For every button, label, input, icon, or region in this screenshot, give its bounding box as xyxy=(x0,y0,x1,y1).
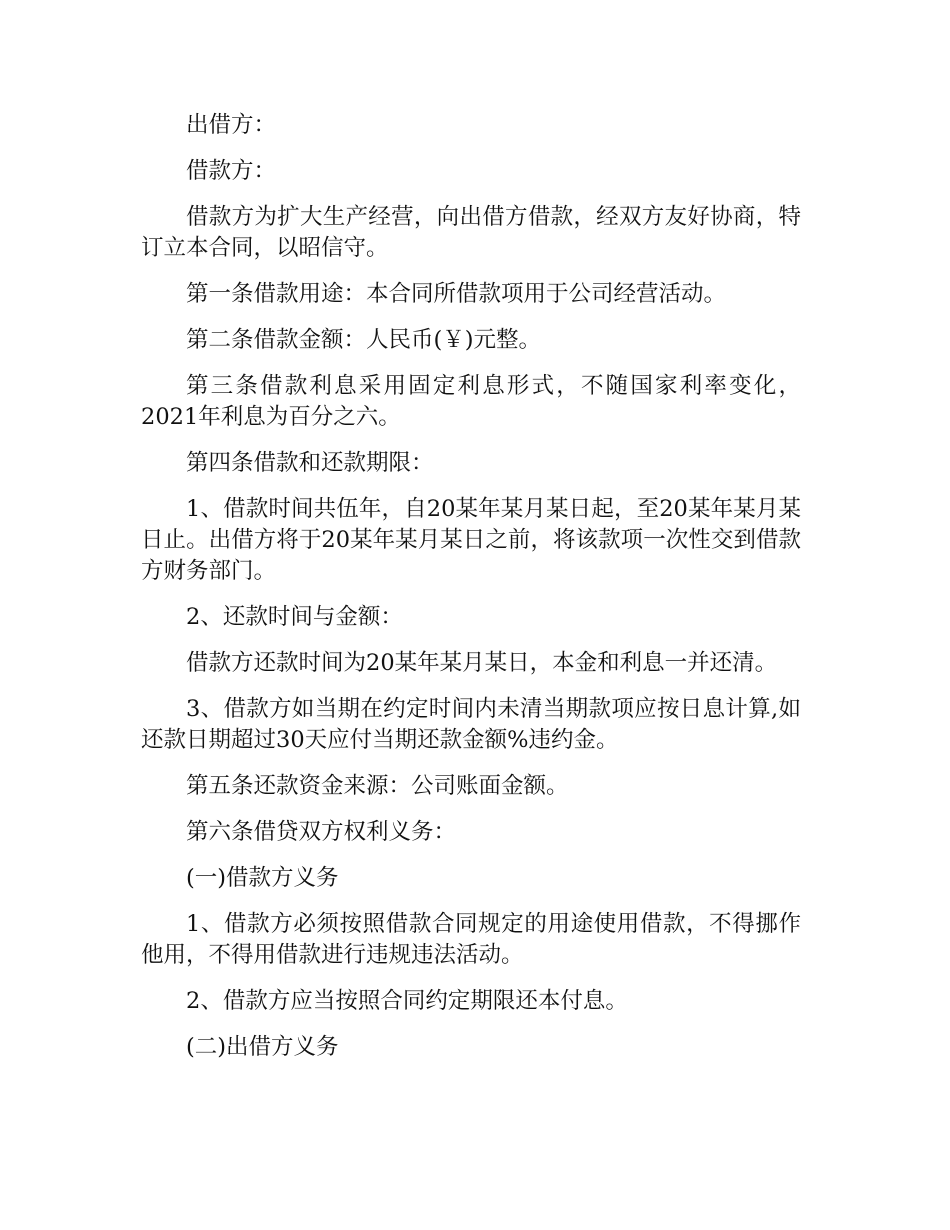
borrower-obligations-heading: (一)借款方义务 xyxy=(186,865,339,891)
article-1-purpose: 第一条借款用途：本合同所借款项用于公司经营活动。 xyxy=(186,281,727,307)
article-4-item-1: 1、借款时间共伍年，自20某年某月某日起，至20某年某月某日止。出借方将于20某年某月某日之前，将该款项一次性交到借款方财务部门。 xyxy=(141,496,801,584)
article-4-item-2: 2、还款时间与金额： xyxy=(186,604,403,630)
preamble-paragraph: 借款方为扩大生产经营，向出借方借款，经双方友好协商，特订立本合同，以昭信守。 xyxy=(141,204,801,261)
borrower-line: 借款方： xyxy=(186,158,277,184)
article-4-repayment-date: 借款方还款时间为20某年某月某日，本金和利息一并还清。 xyxy=(186,650,778,676)
borrower-obligation-1: 1、借款方必须按照借款合同规定的用途使用借款，不得挪作他用，不得用借款进行违规违法活动。 xyxy=(141,911,801,968)
article-4-term-heading: 第四条借款和还款期限： xyxy=(186,450,434,476)
article-6-heading: 第六条借贷双方权利义务： xyxy=(186,819,457,845)
document-body xyxy=(141,110,801,1078)
borrower-obligation-2: 2、借款方应当按照合同约定期限还本付息。 xyxy=(186,988,628,1014)
lender-obligations-heading: (二)出借方义务 xyxy=(186,1034,339,1060)
article-3-interest: 第三条借款利息采用固定利息形式，不随国家利率变化，2021年利息为百分之六。 xyxy=(141,373,801,430)
article-2-amount: 第二条借款金额：人民币(￥)元整。 xyxy=(186,327,542,353)
article-5-funding-source: 第五条还款资金来源：公司账面金额。 xyxy=(186,773,569,799)
article-4-item-3: 3、借款方如当期在约定时间内未清当期款项应按日息计算,如还款日期超过30天应付当期还款金额%违约金。 xyxy=(141,696,801,753)
lender-line: 出借方： xyxy=(186,112,277,138)
